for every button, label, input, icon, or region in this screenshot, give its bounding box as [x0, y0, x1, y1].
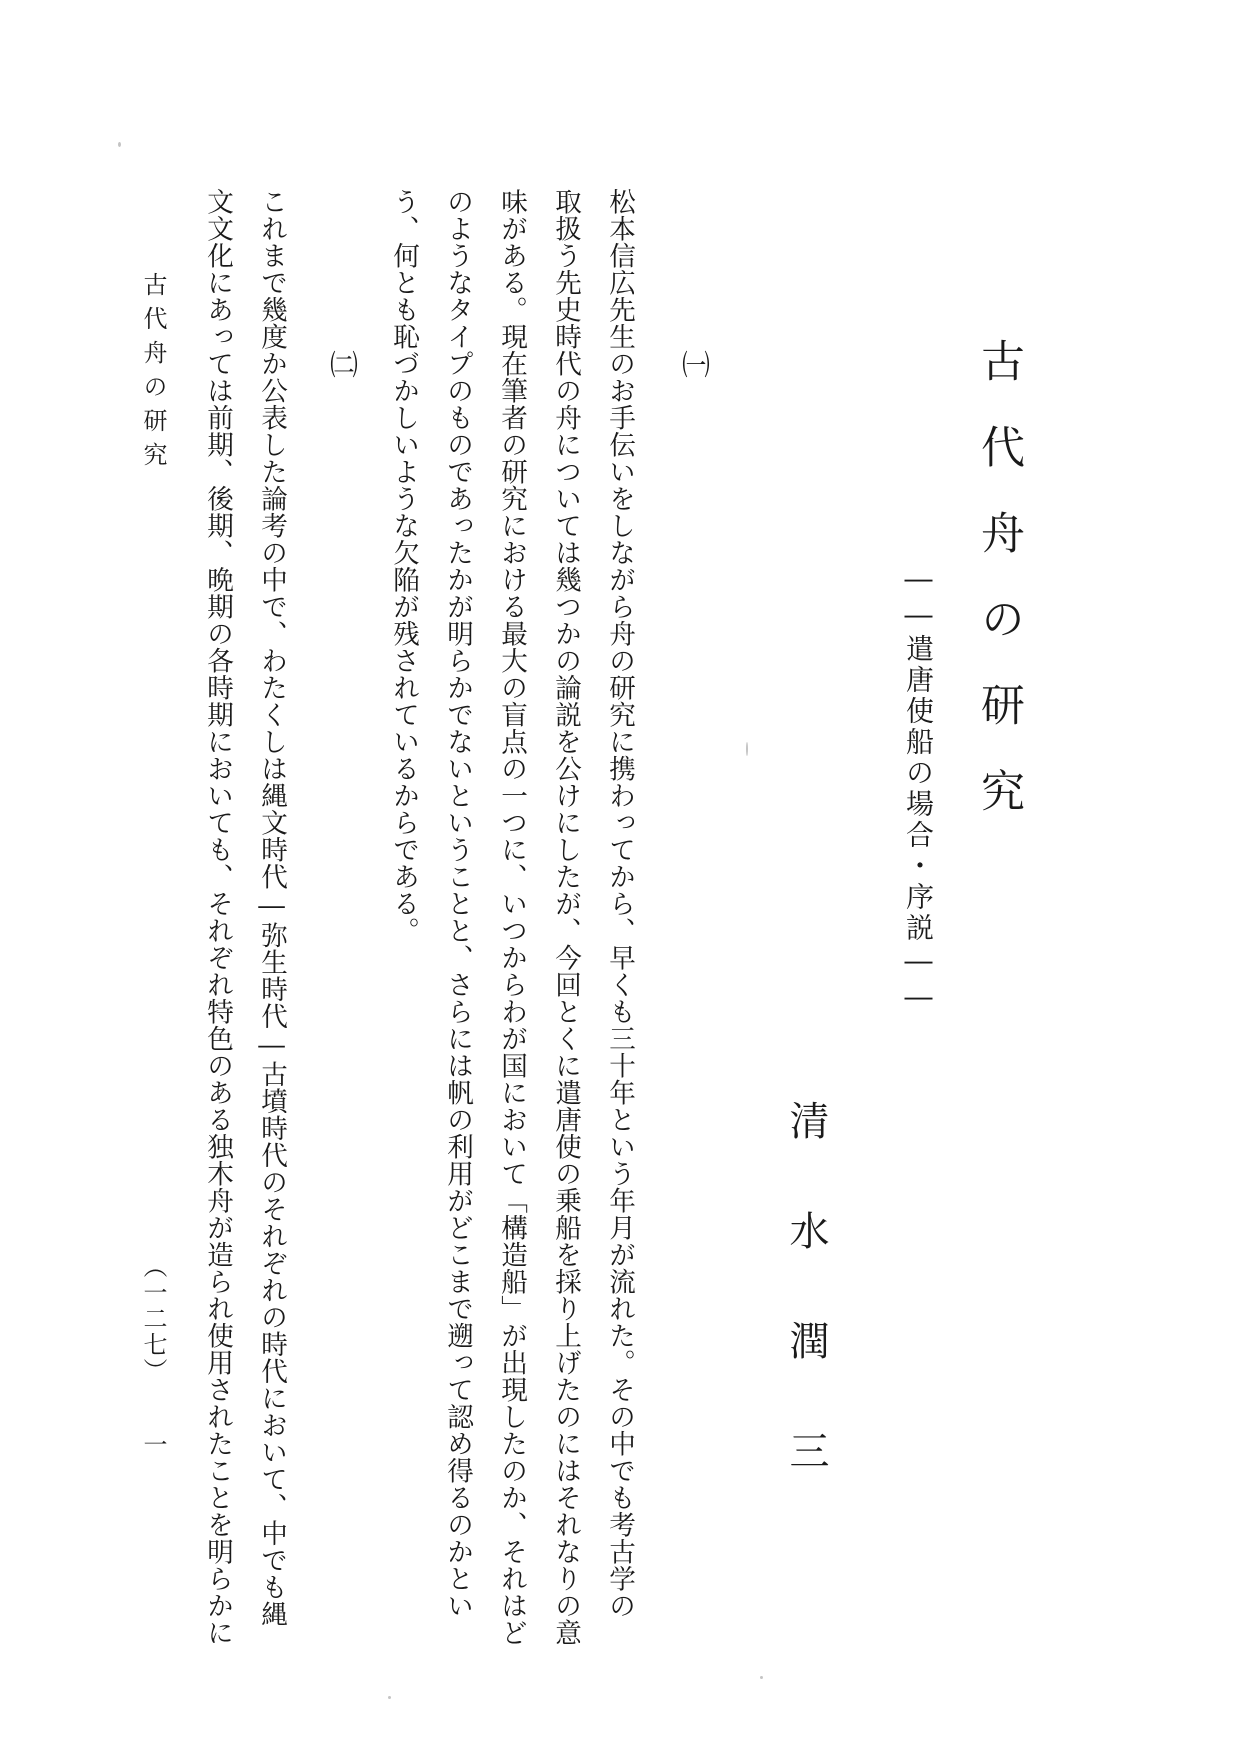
- section-1-line: 味がある。現在筆者の研究における最大の盲点の一つに、いつからわが国において「構造船」が出現したのか、それはど: [496, 188, 527, 1646]
- page-mark: 一: [139, 1432, 167, 1456]
- section-2-heading: ㈡: [326, 350, 359, 378]
- running-title: 古代舟の研究: [139, 272, 167, 476]
- section-1-line: 取扱う先史時代の舟については幾つかの論説を公けにしたが、今回とくに遣唐使の乗船を採り上げたのにはそれなりの意: [550, 188, 581, 1646]
- scan-speck: [388, 1696, 391, 1699]
- scan-speck: [760, 1676, 763, 1679]
- section-1-heading: ㈠: [678, 350, 711, 378]
- scan-speck: [118, 142, 121, 147]
- scan-speck: [746, 742, 748, 756]
- author-name: 清水潤三: [783, 1100, 829, 1540]
- page-number: （一二七）: [139, 1254, 167, 1384]
- section-2-line: これまで幾度か公表した論考の中で、わたくしは縄文時代―弥生時代―古墳時代のそれぞれの時代において、中でも縄: [256, 188, 287, 1628]
- page-title: 古代舟の研究: [973, 338, 1024, 854]
- section-1-line: 松本信広先生のお手伝いをしながら舟の研究に携わってから、早くも三十年という年月が流れた。その中でも考古学の: [604, 188, 635, 1619]
- section-1-line: う、何とも恥づかしいような欠陥が残されているからである。: [388, 188, 419, 944]
- subtitle: ――遣唐使船の場合・序説――: [902, 562, 935, 1016]
- section-2-line: 文文化にあっては前期、後期、晩期の各時期においても、それぞれ特色のある独木舟が造られ使用されたことを明らかに: [202, 188, 233, 1646]
- section-1-line: のようなタイプのものであったかが明らかでないということと、さらには帆の利用がどこまで遡って認め得るのかとい: [442, 188, 473, 1619]
